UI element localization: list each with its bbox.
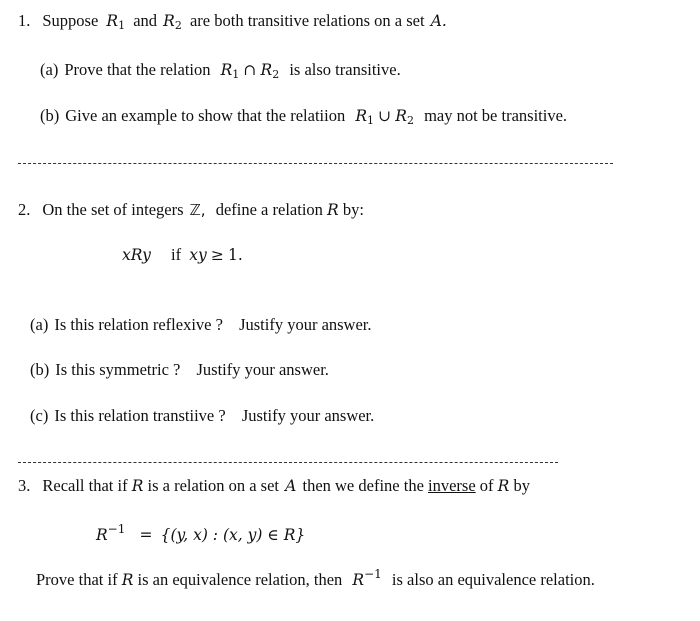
q3-statement: 3. Recall that if R is a relation on a set A then we define the inverse of R by <box>18 476 530 495</box>
q1-r2: $R_2$ <box>163 12 182 32</box>
q1-r1: $R_1$ <box>106 12 126 32</box>
q1-number: 1. <box>18 11 31 30</box>
q3-prove: Prove that if R is an equivalence relation, then $R^{-1}$ is also an equivalence relation. <box>36 567 595 589</box>
q1-part-a: (a) Prove that the relation $R_1$ ∩ $R_2$ is also transitive. <box>40 60 401 81</box>
separator-1 <box>18 163 613 164</box>
inverse-term: inverse <box>428 476 476 495</box>
q2-definition: xRy if xy ≥ 1. <box>122 245 243 264</box>
q2-part-b: (b) Is this symmetric ? Justify your answer. <box>30 360 329 379</box>
q1-statement: 1. Suppose $R_1$ and $R_2$ are both transitive relations on a set A. <box>18 11 447 32</box>
q2-statement: 2. On the set of integers ℤ, define a relation R by: <box>18 200 364 219</box>
q3-number: 3. <box>18 476 31 495</box>
q3-inverse-definition: $R^{-1} = \{(y$, x) : (x, y) ∈ R} <box>96 522 306 544</box>
integers-symbol: ℤ, <box>189 201 206 219</box>
q2-part-a: (a) Is this relation reflexive ? Justify your answer. <box>30 315 372 334</box>
q2-part-c: (c) Is this relation transtiive ? Justify your answer. <box>30 406 375 425</box>
q2-number: 2. <box>18 200 31 219</box>
q1-part-b: (b) Give an example to show that the relatiion $R_1$ ∪ $R_2$ may not be transitive. <box>40 106 568 127</box>
separator-2 <box>18 462 558 463</box>
